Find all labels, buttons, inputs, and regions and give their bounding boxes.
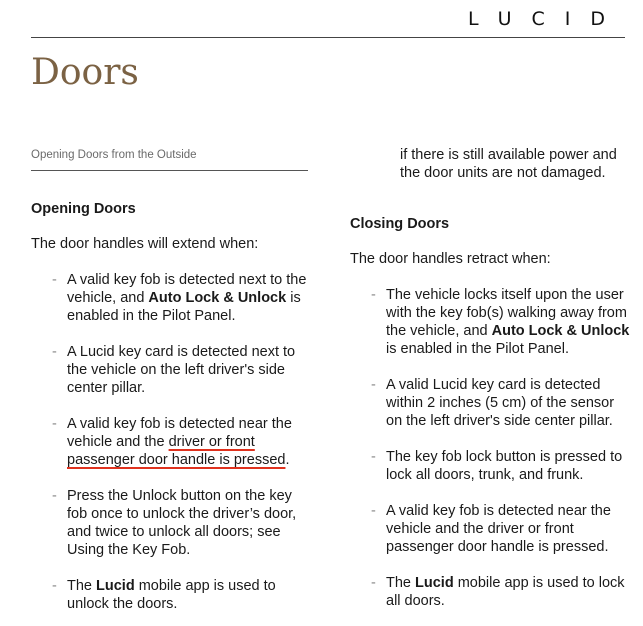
list-item: - A valid key fob is detected next to the vehicle, and Auto Lock & Unlock is enabled in the Pilot Panel. <box>31 271 308 325</box>
page-title: Doors <box>31 52 139 93</box>
list-item: - Press the Unlock button on the key fob once to unlock the driver’s door, and twice to unlock all doors; see Using the Key Fob. <box>31 487 308 559</box>
header-divider <box>31 37 625 38</box>
lucid-logo: LUCID <box>467 8 625 30</box>
list-item: - A valid Lucid key card is detected within 2 inches (5 cm) of the sensor on the left driver's side center pillar. <box>350 376 630 430</box>
continuation-text: if there is still available power and the door units are not damaged. <box>400 147 617 181</box>
section-label: Opening Doors from the Outside <box>31 146 308 171</box>
list-item: - A valid key fob is detected near the vehicle and the driver or front passenger door handle is pressed. <box>350 502 630 556</box>
closing-doors-heading: Closing Doors <box>350 216 450 232</box>
closing-list <box>350 286 630 610</box>
closing-intro: The door handles retract when: <box>350 251 551 267</box>
list-item: - The vehicle locks itself upon the user with the key fob(s) walking away from the vehicle, and Auto Lock & Unlock is enabled in the Pilot Panel. <box>350 286 630 358</box>
list-item: - A Lucid key card is detected next to the vehicle on the left driver's side center pillar. <box>31 343 308 397</box>
left-column <box>31 146 308 613</box>
opening-doors-heading: Opening Doors <box>31 201 136 217</box>
list-item: - A valid key fob is detected near the vehicle and the driver or front passenger door handle is pressed. <box>31 415 308 469</box>
list-item: - The key fob lock button is pressed to lock all doors, trunk, and frunk. <box>350 448 630 484</box>
list-item: - The Lucid mobile app is used to lock all doors. <box>350 574 630 610</box>
right-column <box>350 146 630 610</box>
highlighted-text: driver or front passenger door handle is pressed <box>67 434 286 468</box>
opening-intro: The door handles will extend when: <box>31 236 259 252</box>
opening-list <box>31 271 308 613</box>
list-item: - The Lucid mobile app is used to unlock the doors. <box>31 577 308 613</box>
